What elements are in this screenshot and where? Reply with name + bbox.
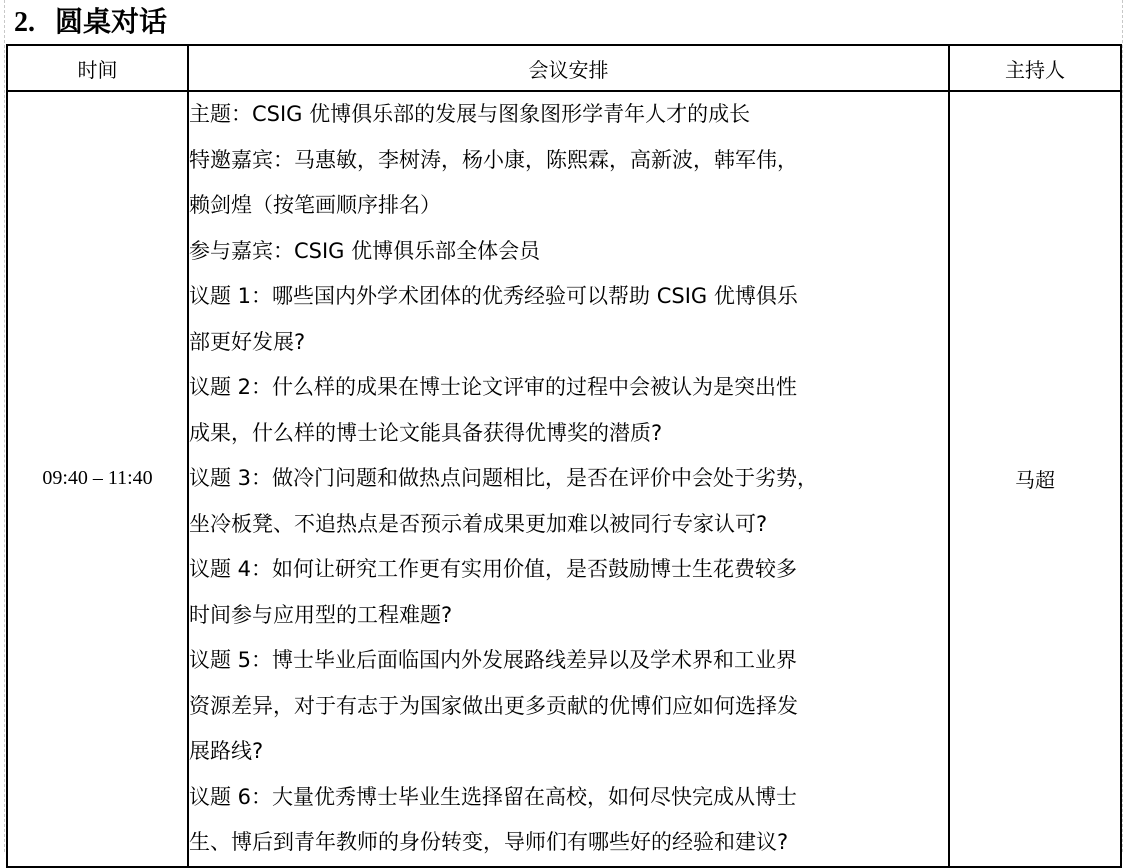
session-host: 马超 <box>949 91 1121 867</box>
agenda-line-issue-6-cont: 生、博后到青年教师的身份转变，导师们有哪些好的经验和建议? <box>189 830 789 854</box>
header-agenda: 会议安排 <box>188 45 949 91</box>
agenda-line-issue-4-cont: 时间参与应用型的工程难题? <box>189 602 453 627</box>
table-header-row <box>7 45 1121 91</box>
agenda-line-issue-5: 议题 5：博士毕业后面临国内外发展路线差异以及学术界和工业界 <box>189 648 798 672</box>
agenda-line-issue-5-cont2: 展路线? <box>189 739 264 763</box>
page-guide-right <box>1122 0 1123 852</box>
agenda-line-issue-1: 议题 1：哪些国内外学术团体的优秀经验可以帮助 CSIG 优博俱乐 <box>189 284 798 308</box>
agenda-table <box>6 44 1122 868</box>
agenda-line-issue-6: 议题 6：大量优秀博士毕业生选择留在高校，如何尽快完成从博士 <box>189 784 798 809</box>
agenda-line-issue-2: 议题 2：什么样的成果在博士论文评审的过程中会被认为是突出性 <box>189 375 798 399</box>
header-host: 主持人 <box>949 45 1121 91</box>
table-row <box>7 91 1121 867</box>
session-time: 09:40 – 11:40 <box>7 91 188 867</box>
page-guide-left <box>4 0 5 852</box>
agenda-line-guests-cont: 赖剑煌（按笔画顺序排名） <box>189 193 441 217</box>
agenda-line-issue-3: 议题 3：做冷门问题和做热点问题相比，是否在评价中会处于劣势， <box>189 466 819 490</box>
agenda-line-participants: 参与嘉宾：CSIG 优博俱乐部全体会员 <box>189 238 541 263</box>
agenda-line-issue-5-cont: 资源差异，对于有志于为国家做出更多贡献的优博们应如何选择发 <box>189 693 798 718</box>
section-number: 2. <box>14 7 35 38</box>
header-time: 时间 <box>7 45 188 91</box>
section-heading <box>14 2 167 42</box>
agenda-line-issue-1-cont: 部更好发展? <box>189 329 306 354</box>
session-agenda <box>188 91 949 867</box>
agenda-line-topic: 主题：CSIG 优博俱乐部的发展与图象图形学青年人才的成长 <box>189 102 751 126</box>
agenda-line-issue-3-cont: 坐冷板凳、不追热点是否预示着成果更加难以被同行专家认可? <box>189 511 768 536</box>
agenda-line-issue-4: 议题 4：如何让研究工作更有实用价值，是否鼓励博士生花费较多 <box>189 557 798 581</box>
section-title: 圆桌对话 <box>55 5 168 38</box>
agenda-line-issue-2-cont: 成果，什么样的博士论文能具备获得优博奖的潜质? <box>189 420 663 445</box>
agenda-line-guests: 特邀嘉宾：马惠敏，李树涛，杨小康，陈熙霖，高新波，韩军伟， <box>189 147 798 172</box>
